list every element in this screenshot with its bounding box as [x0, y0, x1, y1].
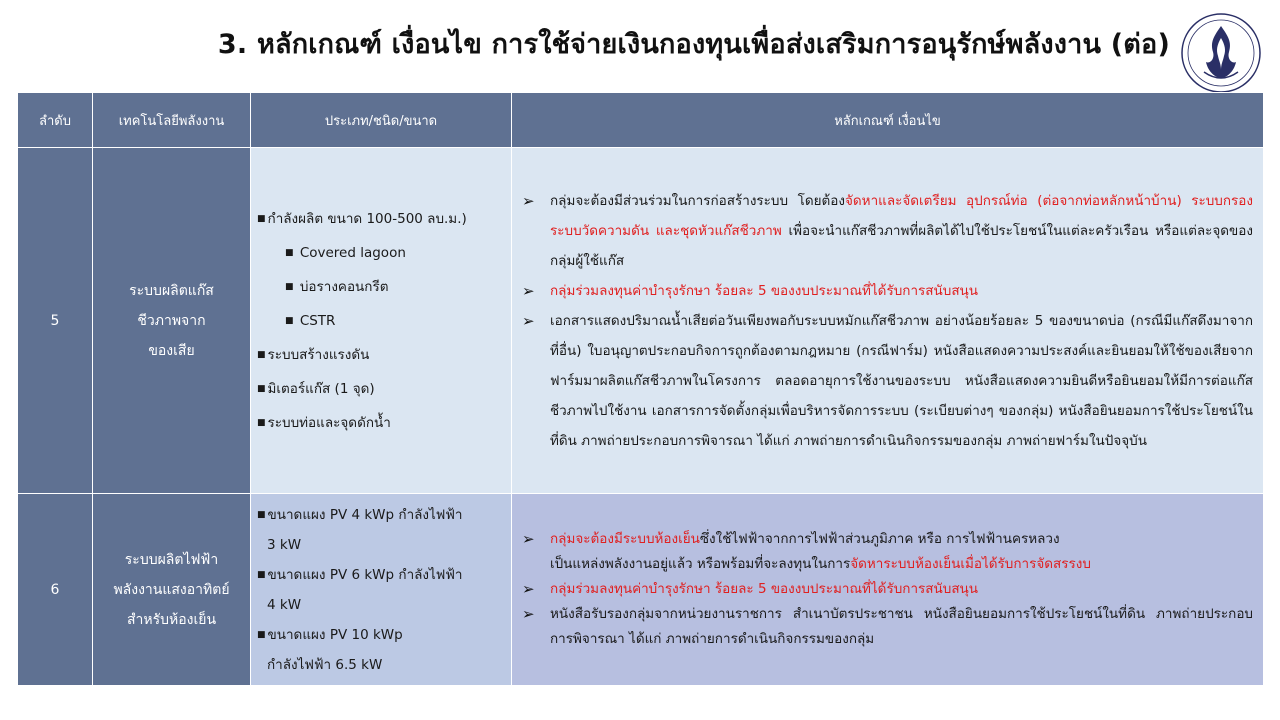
list-item: ■ ระบบท่อและจุดดักน้ำ	[257, 414, 391, 431]
list-item: ■ ขนาดแผง PV 4 kWp กำลังไฟฟ้า	[257, 506, 463, 523]
row-criteria	[512, 148, 1264, 494]
header-technology: เทคโนโลยีพลังงาน	[93, 93, 251, 148]
table-row	[18, 494, 1264, 686]
criterion-item: ➢ กลุ่มจะต้องมีส่วนร่วมในการก่อสร้างระบบ โดยต้องจัดหาและจัดเตรียม อุปกรณ์ท่อ (ต่อจากท่อหลักหน้าบ้าน) ระบบกรอง ระบบวัดความดัน และชุดหัวแก๊สชีวภาพ เพื่อจะนำแก๊สชีวภาพที่ผลิตได้ไปใช้ประโยชน์ในแต่ละครัวเรือน หรือแต่ละจุดของกลุ่มผู้ใช้แก๊ส	[520, 186, 1253, 276]
criterion-item: ➢ กลุ่มร่วมลงทุนค่าบำรุงรักษา ร้อยละ 5 ของงบประมาณที่ได้รับการสนับสนุน	[520, 577, 1253, 602]
row-types: ■ ขนาดแผง PV 4 kWp กำลังไฟฟ้า 3 kW ■ ขนาดแผง PV 6 kWp กำลังไฟฟ้า 4 kW ■ ขนาดแผง PV 10 kWp กำลังไฟฟ้า 6.5 kW	[251, 494, 512, 686]
criterion-item: ➢ หนังสือรับรองกลุ่มจากหน่วยงานราชการ สำเนาบัตรประชาชน หนังสือยินยอมการใช้ประโยชน์ในที่ดิน ภาพถ่ายประกอบการพิจารณา ได้แก่ ภาพถ่ายการดำเนินกิจกรรมของกลุ่ม	[520, 602, 1253, 652]
arrow-bullet-icon: ➢	[522, 191, 535, 210]
row-technology: ระบบผลิตไฟฟ้า พลังงานแสงอาทิตย์ สำหรับห้องเย็น	[93, 494, 251, 686]
square-bullet-icon: ■	[257, 417, 266, 428]
square-bullet-icon: ■	[285, 315, 294, 326]
table-header-row	[18, 93, 1264, 148]
list-item: ■ กำลังผลิต ขนาด 100-500 ลบ.ม.)	[257, 210, 467, 227]
row-order: 6	[18, 494, 93, 686]
square-bullet-icon: ■	[285, 247, 294, 258]
page-title: 3. หลักเกณฑ์ เงื่อนไข การใช้จ่ายเงินกองทุนเพื่อส่งเสริมการอนุรักษ์พลังงาน (ต่อ)	[217, 29, 1170, 60]
header-type: ประเภท/ชนิด/ขนาด	[251, 93, 512, 148]
list-item: ■ มิเตอร์แก๊ส (1 จุด)	[257, 380, 375, 397]
criterion-item: ➢ กลุ่มจะต้องมีระบบห้องเย็นซึ่งใช้ไฟฟ้าจากการไฟฟ้าส่วนภูมิภาค หรือ การไฟฟ้านครหลวง เป็นแหล่งพลังงานอยู่แล้ว หรือพร้อมที่จะลงทุนในการจัดหาระบบห้องเย็นเมื่อได้รับการจัดสรรงบ	[520, 527, 1253, 577]
list-item: ■ ขนาดแผง PV 6 kWp กำลังไฟฟ้า	[257, 566, 463, 583]
row-criteria	[512, 494, 1264, 686]
list-item: ■ Covered lagoon	[285, 244, 406, 261]
list-item: ■ ระบบสร้างแรงดัน	[257, 346, 370, 363]
criteria-table	[17, 92, 1264, 686]
criterion-item: ➢ เอกสารแสดงปริมาณน้ำเสียต่อวันเพียงพอกับระบบหมักแก๊สชีวภาพ อย่างน้อยร้อยละ 5 ของขนาดบ่อ (กรณีมีแก๊สดึงมาจากที่อื่น) ใบอนุญาตประกอบกิจการถูกต้องตามกฎหมาย (กรณีฟาร์ม) หนังสือแสดงความประสงค์และยินยอมให้ใช้ของเสียจากฟาร์มมาผลิตแก๊สชีวภาพในโครงการ ตลอดอายุการใช้งานของระบบ หนังสือแสดงความยินดีหรือยินยอมให้มีการต่อแก๊สชีวภาพไปใช้งาน เอกสารการจัดตั้งกลุ่มเพื่อบริหารจัดการระบบ (ระเบียบต่างๆ ของกลุ่ม) หนังสือยินยอมการใช้ประโยชน์ในที่ดิน ภาพถ่ายประกอบการพิจารณา ได้แก่ ภาพถ่ายการดำเนินกิจกรรมของกลุ่ม ภาพถ่ายฟาร์มในปัจจุบัน	[520, 306, 1253, 456]
row-technology: ระบบผลิตแก๊ส ชีวภาพจาก ของเสีย	[93, 148, 251, 494]
header-criteria: หลักเกณฑ์ เงื่อนไข	[512, 93, 1264, 148]
arrow-bullet-icon: ➢	[522, 605, 535, 623]
table-row	[18, 148, 1264, 494]
square-bullet-icon: ■	[257, 569, 266, 580]
arrow-bullet-icon: ➢	[522, 311, 535, 330]
square-bullet-icon: ■	[257, 629, 266, 640]
row-types	[251, 148, 512, 494]
flame-emblem-logo	[1180, 12, 1262, 94]
criterion-item: ➢ กลุ่มร่วมลงทุนค่าบำรุงรักษา ร้อยละ 5 ของงบประมาณที่ได้รับการสนับสนุน	[520, 276, 1253, 306]
square-bullet-icon: ■	[257, 213, 266, 224]
header-order: ลำดับ	[18, 93, 93, 148]
square-bullet-icon: ■	[257, 349, 266, 360]
list-item: ■ ขนาดแผง PV 10 kWp	[257, 626, 403, 643]
square-bullet-icon: ■	[257, 383, 266, 394]
square-bullet-icon: ■	[257, 509, 266, 520]
arrow-bullet-icon: ➢	[522, 530, 535, 548]
list-item: ■ CSTR	[285, 312, 336, 329]
row-order: 5	[18, 148, 93, 494]
arrow-bullet-icon: ➢	[522, 580, 535, 598]
list-item: ■ บ่อรางคอนกรีต	[285, 278, 389, 295]
arrow-bullet-icon: ➢	[522, 281, 535, 300]
square-bullet-icon: ■	[285, 281, 294, 292]
